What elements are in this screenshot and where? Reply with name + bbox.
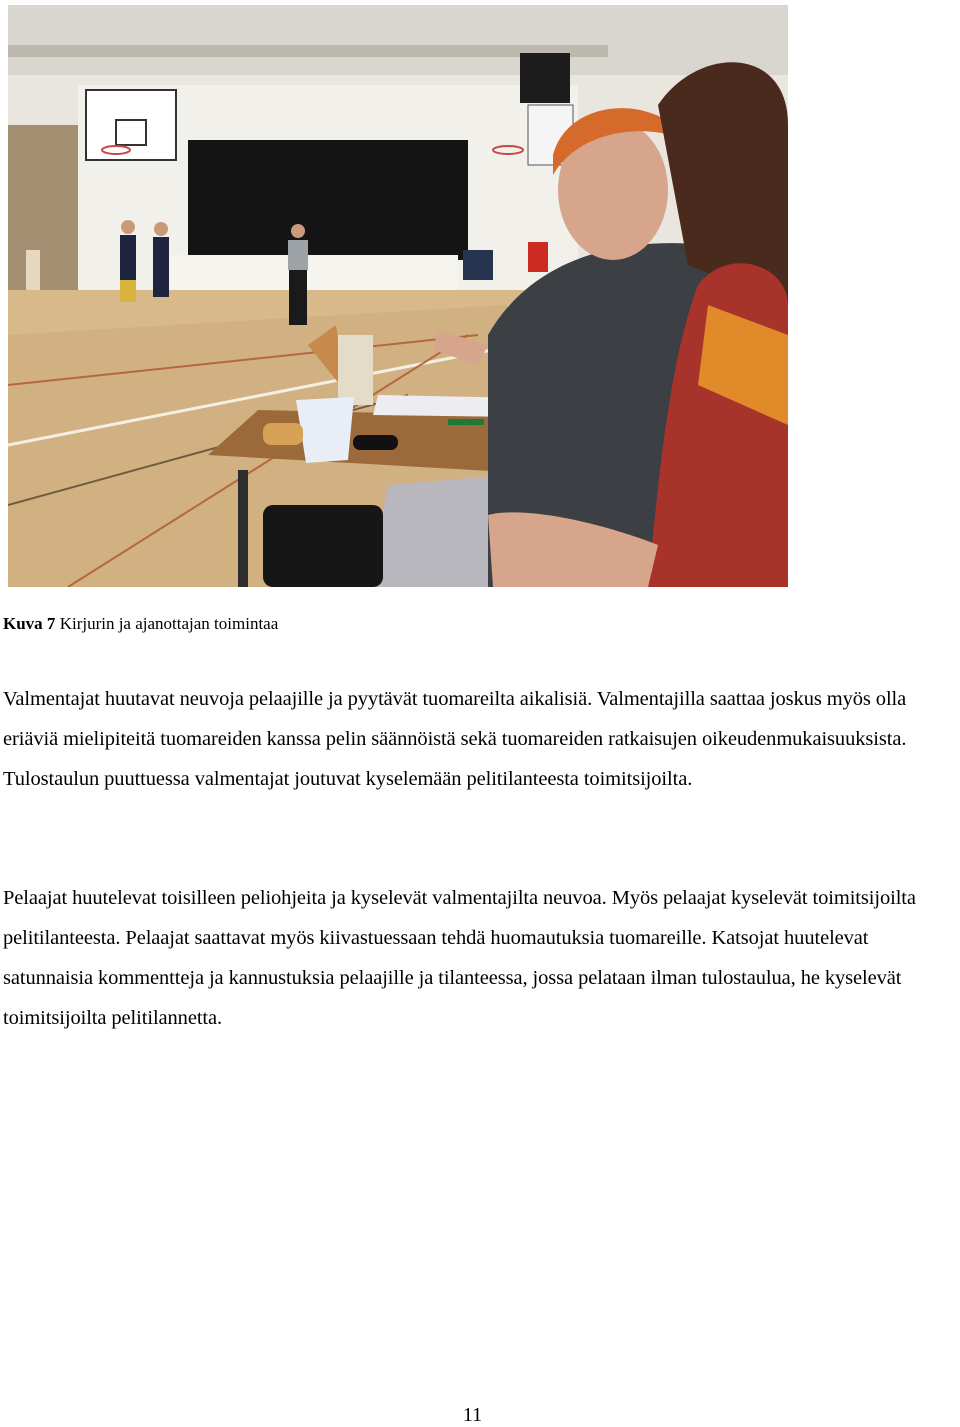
figure-caption-label: Kuva 7 — [3, 614, 56, 633]
gym-photo-illustration — [8, 5, 788, 587]
figure-caption-text: Kirjurin ja ajanottajan toimintaa — [59, 614, 279, 633]
paragraph-coaches: Valmentajat huutavat neuvoja pelaajille ja pyytävät tuomareilta aikalisiä. Valmentajilla saattaa joskus myös olla eriäviä mielipiteitä tuomareiden kanssa pelin säännöistä sekä tuomareiden ratkaisujen oikeudenmukaisuuksista. Tulostaulun puuttuessa valmentajat joutuvat kyselemään pelitilanteesta toimitsijoilta. — [3, 688, 907, 790]
page-number: 11 — [462, 1404, 483, 1426]
figure-caption — [3, 612, 278, 636]
paragraph-players: Pelaajat huutelevat toisilleen peliohjeita ja kyselevät valmentajilta neuvoa. Myös pelaajat kyselevät toimitsijoilta pelitilanteesta. Pelaajat saattavat myös kiivastuessaan tehdä huomautuksia tuomareille. Katsojat huutelevat satunnaisia kommentteja ja kannustuksia pelaajille ja tilanteessa, jossa pelataan ilman tulostaulua, he kyselevät toimitsijoilta pelitilannetta. — [3, 887, 916, 1029]
gym-photo — [8, 5, 788, 587]
